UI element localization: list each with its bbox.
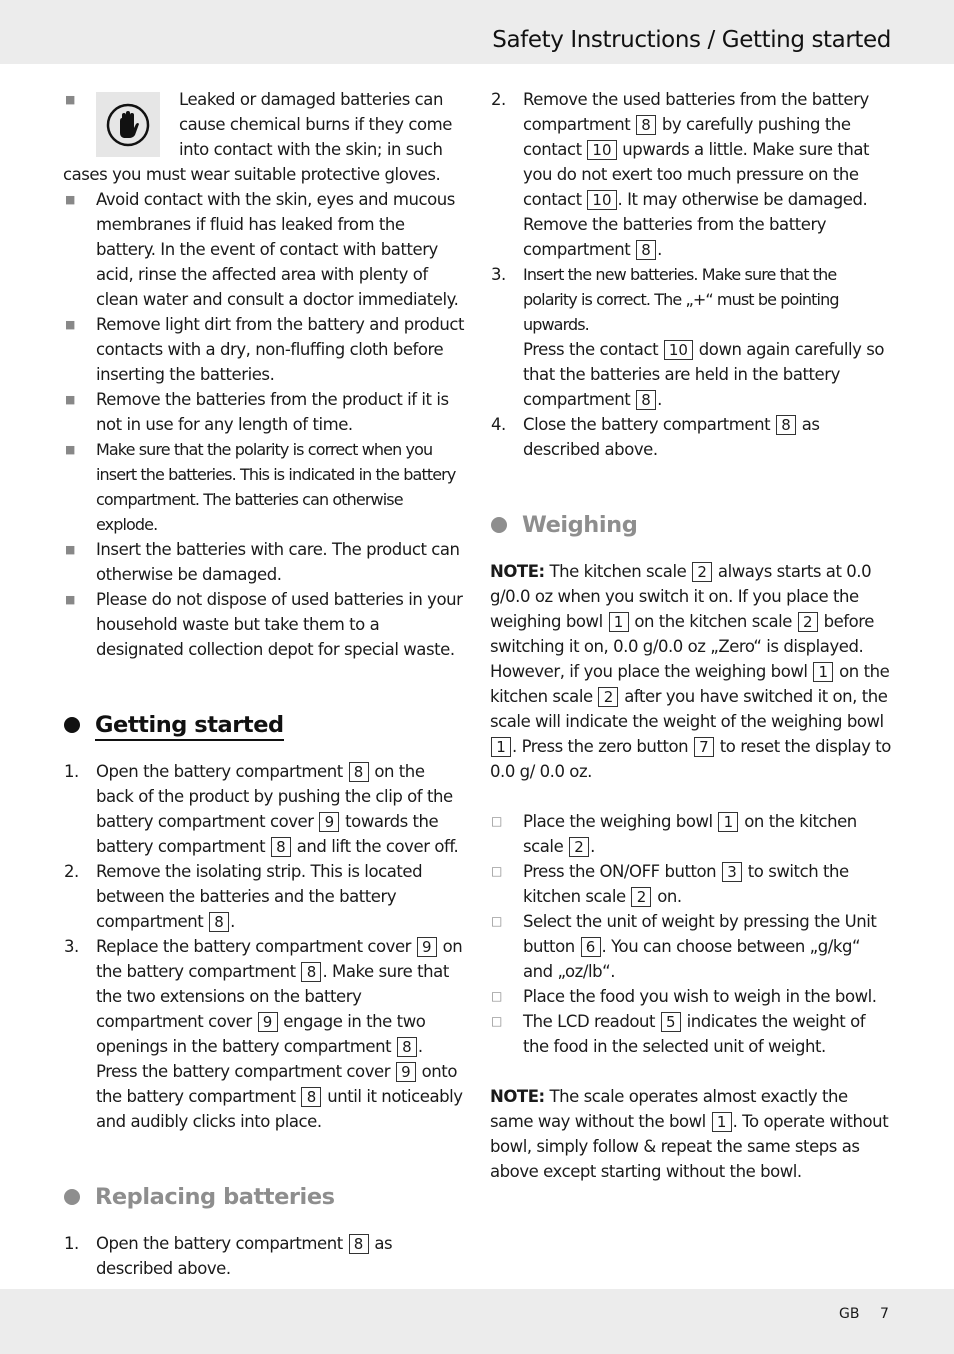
ref-number: 10: [587, 140, 616, 160]
ref-number: 9: [319, 812, 339, 832]
step-item: 3. Insert the new batteries. Make sure that the polarity is correct. The „+“ must be pointing upwards. Press the contact 10 down again carefully so that the batteries are held in the battery compartment 8 .: [491, 265, 885, 409]
ref-number: 9: [258, 1012, 278, 1032]
checkbox-icon: □: [491, 814, 502, 828]
checklist-item: □ Place the weighing bowl 1 on the kitchen scale 2 .: [490, 809, 892, 859]
ref-number: 10: [664, 340, 693, 360]
right-column: [490, 87, 892, 1184]
warning-item: [63, 87, 465, 187]
ref-number: 1: [712, 1112, 732, 1132]
step-item: 2. Remove the used batteries from the battery compartment 8 by carefully pushing the contact 10 upwards a little. Make sure that you do not exert too much pressure on the contact 10 . It may otherwise be damaged. Remove the batteries from the battery compartment 8 .: [491, 90, 870, 259]
list-item: [63, 537, 465, 587]
note-paragraph: NOTE: The kitchen scale 2 always starts at 0.0 g/0.0 oz when you switch it on. If you place the weighing bowl 1 on the kitchen scale 2 before switching it on, 0.0 g/0.0 oz „Zero“ is displayed.: [490, 562, 874, 656]
step-item: 1. Open the battery compartment 8 on the back of the product by pushing the clip of the battery compartment cover 9 towards the battery compartment 8 and lift the cover off.: [64, 762, 459, 856]
list-item-text: Make sure that the polarity is correct when you insert the batteries. This is indicated in the battery compartment. The batteries can otherwise explode.: [96, 440, 456, 534]
heading-replacing-batteries: Replacing batteries: [63, 1180, 465, 1214]
ref-number: 8: [636, 390, 656, 410]
ref-number: 8: [301, 962, 321, 982]
bullet-square: ■: [65, 443, 75, 456]
warning-text: Leaked or damaged batteries can cause chemical burns if they come into contact with the skin; in such cases you must wear suitable protective gloves.: [63, 90, 452, 184]
list-item-text: Remove the batteries from the product if it is not in use for any length of time.: [96, 390, 449, 434]
step-item: 4. Close the battery compartment 8 as described above.: [491, 415, 820, 459]
protective-gloves-icon: [96, 92, 160, 157]
footer-band: [0, 1289, 954, 1354]
ref-number: 2: [598, 687, 618, 707]
ref-number: 9: [396, 1062, 416, 1082]
ref-number: 1: [813, 662, 833, 682]
checkbox-icon: □: [491, 914, 502, 928]
ref-number: 8: [636, 115, 656, 135]
checklist-item: □ Select the unit of weight by pressing the Unit button 6 . You can choose between „g/kg“ and „oz/lb“.: [490, 909, 892, 984]
bullet-square: ■: [65, 393, 75, 406]
bullet-square: ■: [65, 193, 75, 206]
ref-number: 2: [569, 837, 589, 857]
ref-number: 8: [397, 1037, 417, 1057]
ref-number: 8: [209, 912, 229, 932]
ref-number: 2: [631, 887, 651, 907]
checkbox-icon: □: [491, 1014, 502, 1028]
list-item: [63, 312, 465, 387]
page-title: Safety Instructions / Getting started: [492, 27, 891, 53]
ref-number: 1: [609, 612, 629, 632]
list-item-text: Avoid contact with the skin, eyes and mucous membranes if fluid has leaked from the battery. In the event of contact with battery acid, rinse the affected area with plenty of clean water and consult a doctor immediately.: [96, 190, 459, 309]
left-column: [63, 87, 465, 1281]
ref-number: 1: [491, 737, 511, 757]
list-item-text: Remove light dirt from the battery and product contacts with a dry, non-fluffing cloth before inserting the batteries.: [96, 315, 465, 384]
heading-dot: [64, 1189, 80, 1205]
list-item: [63, 187, 465, 312]
ref-number: 1: [718, 812, 738, 832]
list-item: [63, 437, 465, 537]
step-item: 3. Replace the battery compartment cover 9 on the battery compartment 8 . Make sure that the two extensions on the battery compartment cover 9 engage in the two openings in the battery compartment 8 . Press the battery compartment cover 9 onto the battery compartment 8 until it noticeably and audibly clicks into place.: [64, 937, 463, 1131]
checklist-item: □ The LCD readout 5 indicates the weight of the food in the selected unit of weight.: [490, 1009, 892, 1059]
bullet-square: ■: [65, 318, 75, 331]
heading-getting-started: Getting started: [63, 708, 465, 742]
ref-number: 3: [722, 862, 742, 882]
ref-number: 6: [581, 937, 601, 957]
ref-number: 8: [636, 240, 656, 260]
ref-number: 7: [694, 737, 714, 757]
list-item-text: Insert the batteries with care. The product can otherwise be damaged.: [96, 540, 460, 584]
language-code: GB: [839, 1306, 860, 1322]
checkbox-icon: □: [491, 989, 502, 1003]
bullet-square: ■: [65, 543, 75, 556]
list-item-text: Please do not dispose of used batteries in your household waste but take them to a designated collection depot for special waste.: [96, 590, 463, 659]
ref-number: 10: [587, 190, 616, 210]
heading-dot: [64, 717, 80, 733]
step-item: 1. Open the battery compartment 8 as described above.: [64, 1234, 393, 1278]
ref-number: 5: [661, 1012, 681, 1032]
checkbox-icon: □: [491, 864, 502, 878]
note-paragraph: NOTE: The scale operates almost exactly the same way without the bowl 1 . To operate without bowl, simply follow & repeat the same steps as above except starting without the bowl.: [490, 1087, 889, 1181]
ref-number: 9: [417, 937, 437, 957]
ref-number: 8: [776, 415, 796, 435]
ref-number: 2: [692, 562, 712, 582]
bullet-square: ■: [65, 593, 75, 606]
body-paragraph: However, if you place the weighing bowl 1 on the kitchen scale 2 after you have switched it on, the scale will indicate the weight of the weighing bowl 1 . Press the zero button 7 to reset the display to 0.0 g/ 0.0 oz.: [490, 662, 891, 781]
bullet-square: ■: [65, 93, 75, 106]
list-item: [63, 587, 465, 662]
ref-number: 8: [271, 837, 291, 857]
heading-dot: [491, 517, 507, 533]
step-item: 2. Remove the isolating strip. This is located between the batteries and the battery compartment 8 .: [64, 862, 423, 931]
ref-number: 8: [301, 1087, 321, 1107]
checklist-item: □ Press the ON/OFF button 3 to switch the kitchen scale 2 on.: [490, 859, 892, 909]
ref-number: 8: [349, 1234, 369, 1254]
heading-weighing: Weighing: [490, 508, 892, 542]
ref-number: 8: [349, 762, 369, 782]
page-number: 7: [880, 1306, 889, 1322]
checklist-item: □ Place the food you wish to weigh in the bowl.: [490, 984, 892, 1009]
ref-number: 2: [798, 612, 818, 632]
list-item: [63, 387, 465, 437]
